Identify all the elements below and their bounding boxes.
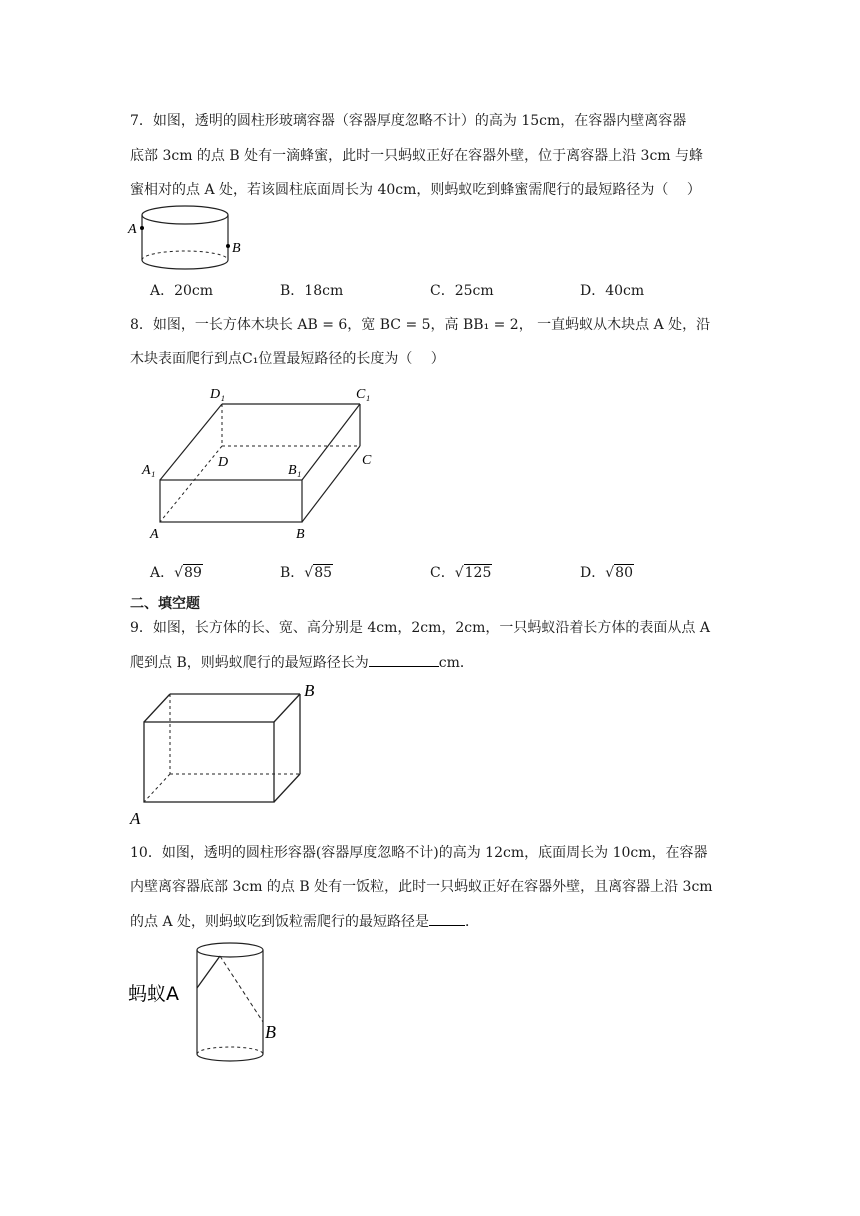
q7-label-a: A (128, 222, 137, 237)
q10-label-ant-a: 蚂蚁A (128, 983, 179, 1005)
q8-label-b: B (296, 527, 305, 542)
q8-label-d: D (218, 455, 229, 470)
q9-text-line2: 爬到点 B，则蚂蚁爬行的最短路径长为 cm． (130, 652, 474, 673)
q8-label-c1: C₁ (356, 387, 371, 402)
q10-text-line3: 的点 A 处，则蚂蚁吃到饭粒需爬行的最短路径是 ． (130, 911, 479, 932)
q9-label-a: A (130, 809, 141, 828)
q10-text-line1: 10．如图，透明的圆柱形容器(容器厚度忽略不计)的高为 12cm，底面周长为 10cm，在容器 (130, 845, 708, 861)
q7-option-a[interactable]: A．20cm (150, 283, 214, 299)
q8-option-d[interactable]: D．√80 (580, 565, 633, 581)
q10-text-line2: 内壁离容器底部 3cm 的点 B 处有一饭粒，此时一只蚂蚁正好在容器外壁，且离容器上沿 3cm (130, 879, 713, 895)
q7-text-line2: 底部 3cm 的点 B 处有一滴蜂蜜，此时一只蚂蚁正好在容器外壁，位于离容器上沿 3cm 与蜂 (130, 148, 704, 164)
q9-answer-blank[interactable] (369, 652, 439, 667)
q7-label-b: B (232, 241, 241, 256)
q8-option-b-radicand: 85 (314, 565, 333, 581)
q7-cylinder-figure (124, 200, 254, 278)
q8-option-d-radicand: 80 (615, 565, 633, 581)
q8-option-a-radicand: 89 (184, 565, 202, 581)
q7-option-c[interactable]: C．25cm (430, 283, 494, 299)
q8-option-a[interactable]: A．√89 (150, 565, 202, 581)
q9-text-line1: 9．如图，长方体的长、宽、高分别是 4cm，2cm，2cm，一只蚂蚁沿着长方体的表面从点 A (130, 620, 710, 636)
q8-label-a1: A₁ (142, 463, 156, 478)
q8-label-c: C (362, 453, 372, 468)
q8-option-c[interactable]: C．√125 (430, 565, 492, 581)
q8-label-a: A (150, 527, 159, 542)
q8-option-c-radicand: 125 (464, 565, 492, 581)
q7-text-line1: 7．如图，透明的圆柱形玻璃容器（容器厚度忽略不计）的高为 15cm，在容器内壁离容器 (130, 113, 687, 129)
q7-option-b[interactable]: B．18cm (280, 283, 344, 299)
q9-label-b: B (304, 681, 315, 700)
q8-text-line1: 8．如图，一长方体木块长 AB = 6，宽 BC = 5，高 BB₁ = 2， 一直蚂蚁从木块点 A 处，沿 (130, 317, 711, 333)
q8-label-d1: D₁ (210, 387, 225, 402)
q10-cylinder-figure (126, 938, 296, 1070)
q8-cuboid-figure (138, 384, 388, 544)
section-fill-in-blank-heading: 二、填空题 (130, 596, 200, 612)
q10-label-b: B (265, 1022, 276, 1042)
q8-text-line2: 木块表面爬行到点C₁位置最短路径的长度为（ ） (130, 351, 445, 367)
q7-option-d[interactable]: D．40cm (580, 283, 645, 299)
q9-cuboid-figure (128, 680, 328, 830)
q7-text-line3: 蜜相对的点 A 处，若该圆柱底面周长为 40cm，则蚂蚁吃到蜂蜜需爬行的最短路径为（ ） (130, 182, 701, 198)
q8-label-b1: B₁ (288, 463, 302, 478)
q10-answer-blank[interactable] (429, 911, 465, 926)
q8-option-b[interactable]: B．√85 (280, 565, 333, 581)
